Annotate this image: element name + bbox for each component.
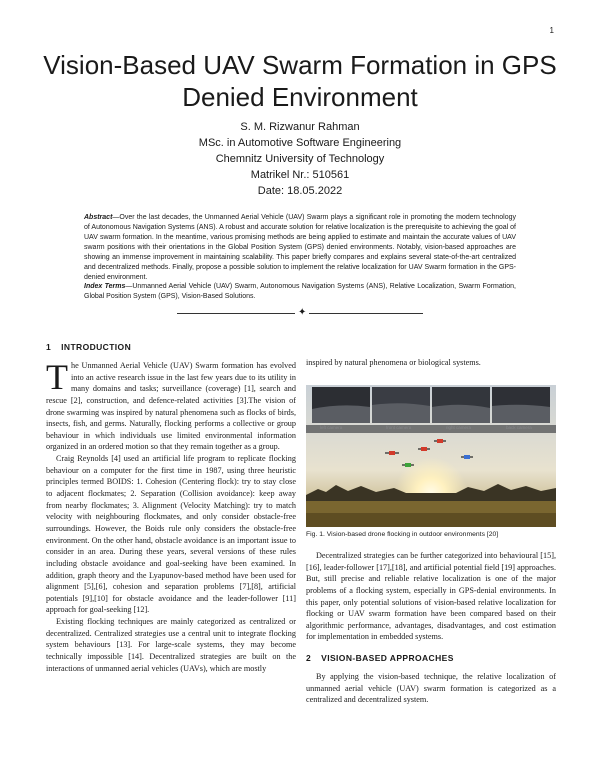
divider-ornament-icon: ✦ <box>295 307 309 318</box>
index-terms-text: —Unmanned Aerial Vehicle (UAV) Swarm, Autonomous Navigation Systems (ANS), Relative Localization, Swarm Formation, Global Position System (GPS), Vision-Based Solutions. <box>84 283 516 300</box>
intro-paragraph-3: Existing flocking techniques are mainly categorized as centralized or decentralized. Centralized strategies use a central unit to integrate flocking system behaviours [13]. For large-scale systems, they may become technically impossible [14]. Decentralized strategies are built on the interactions of unmanned aerial vehicles (UAVs), which are mostly <box>46 617 296 673</box>
intro-paragraph-2: Craig Reynolds [4] used an artificial life program to replicate flocking behaviour on a computer for the first time in 1987, using three heuristic principles termed BOIDS: 1. Cohesion (Centering flock): try to stay close to adjacent flockmates; 2. Separation (Collision avoidance): keep away from nearby flockmates; 3. Alignment (Velocity Matching): try to match velocity with neighbouring flockmates, and only consider obstacle-free surroundings. However, the Boids rule only considers the obstacle-free environment. On the other hand, obstacle avoidance is an important issue to consider in an area. During these years, several versions of these rules including obstacle avoidance and goal-seeking have been examined. In addition, graph theory and the Lyapunov-based method have been used for alignment [5],[6], cohesion and separation problems [7],[8], artificial potentials [9],[10] for obstacle avoidance and the leader-follower [11] approach for goal-seeking [12]. <box>46 454 296 615</box>
right-paragraph-2: By applying the vision-based technique, the relative localization of unmanned aerial vehicle (UAV) swarm formation is categorized as a centralized and decentralized system. <box>306 672 556 705</box>
author-matrikel: Matrikel Nr.: 510561 <box>250 168 350 181</box>
right-paragraph-1: Decentralized strategies can be further categorized into behavioural [15],[16], leader-follower [17],[18], and artificial potential field [19] approaches. But, still precise and reliable relative localization is one of the major problems of a flocking system, especially in GPS-denial environments. In this paper, only potential solutions of vision-based relative localization for flocking or UAV swarm formation have been compared based on their algorithmic performance, advantages, disadvantages, and cost estimation for implementation in embedded systems. <box>306 551 556 642</box>
author-block <box>100 120 500 200</box>
intro-paragraph-1: The Unmanned Aerial Vehicle (UAV) Swarm formation has evolved into an active research issue in the last few years due to its utility in many domains and tasks; surveillance (coverage) [1], search and rescue [2], construction, and defence-related activities [3].The vision of drone swarming was inspired by natural phenomena such as flocks of birds, insects, fish, and germs. Naturally, flocking performs a collective or group behaviour in which individuals use limited environmental information organized in an ordered motion so that they remain together as a group. <box>46 357 296 452</box>
paper-title: Vision-Based UAV Swarm Formation in GPS Denied Environment <box>43 50 557 112</box>
index-terms <box>84 282 516 302</box>
continued-text: inspired by natural phenomena or biological systems. <box>306 358 481 367</box>
camera-strip-shadow <box>306 425 556 433</box>
page-number: 1 <box>549 26 554 35</box>
section-heading-vision-based: 2 VISION-BASED APPROACHES <box>306 653 454 664</box>
ground-shadow <box>306 513 556 527</box>
figure-caption: Fig. 1. Vision-based drone flocking in outdoor environments [20] <box>306 531 499 538</box>
drop-cap: T <box>46 357 68 397</box>
section-heading-introduction: 1 INTRODUCTION <box>46 342 132 352</box>
right-column-continuation <box>306 357 556 369</box>
author-name: S. M. Rizwanur Rahman <box>240 121 360 133</box>
abstract <box>84 213 516 283</box>
author-date: Date: 18.05.2022 <box>257 184 343 197</box>
author-affiliation: Chemnitz University of Technology <box>215 152 385 165</box>
left-column <box>46 342 296 674</box>
right-column <box>306 550 556 706</box>
abstract-label: Abstract <box>84 214 113 221</box>
abstract-text: —Over the last decades, the Unmanned Aerial Vehicle (UAV) Swarm plays a significant role in promoting the modern technology of Autonomous Navigation Systems (ANS). A robust and accurate solution for relative localization is the prerequisite to achieving the goal of UAV swarm formation. In the meantime, various promising methods are being applied to estimate and maintain the accurate values of UAV swarm positions with their orientations in the Global Position System (GPS) denied environments. Notably, vision-based approaches are showing an immense improvement in maintaining scalability. This paper briefly compares and explains several state-of-the-art centralized and decentralized methods. Finally, propose a possible solution to implement the relative localization for UAV Swarm formation in the GPS-denied environment. <box>84 214 516 281</box>
index-terms-label: Index Terms <box>84 283 126 290</box>
figure-drone-flocking <box>306 385 556 527</box>
author-program: MSc. in Automotive Software Engineering <box>198 136 402 149</box>
